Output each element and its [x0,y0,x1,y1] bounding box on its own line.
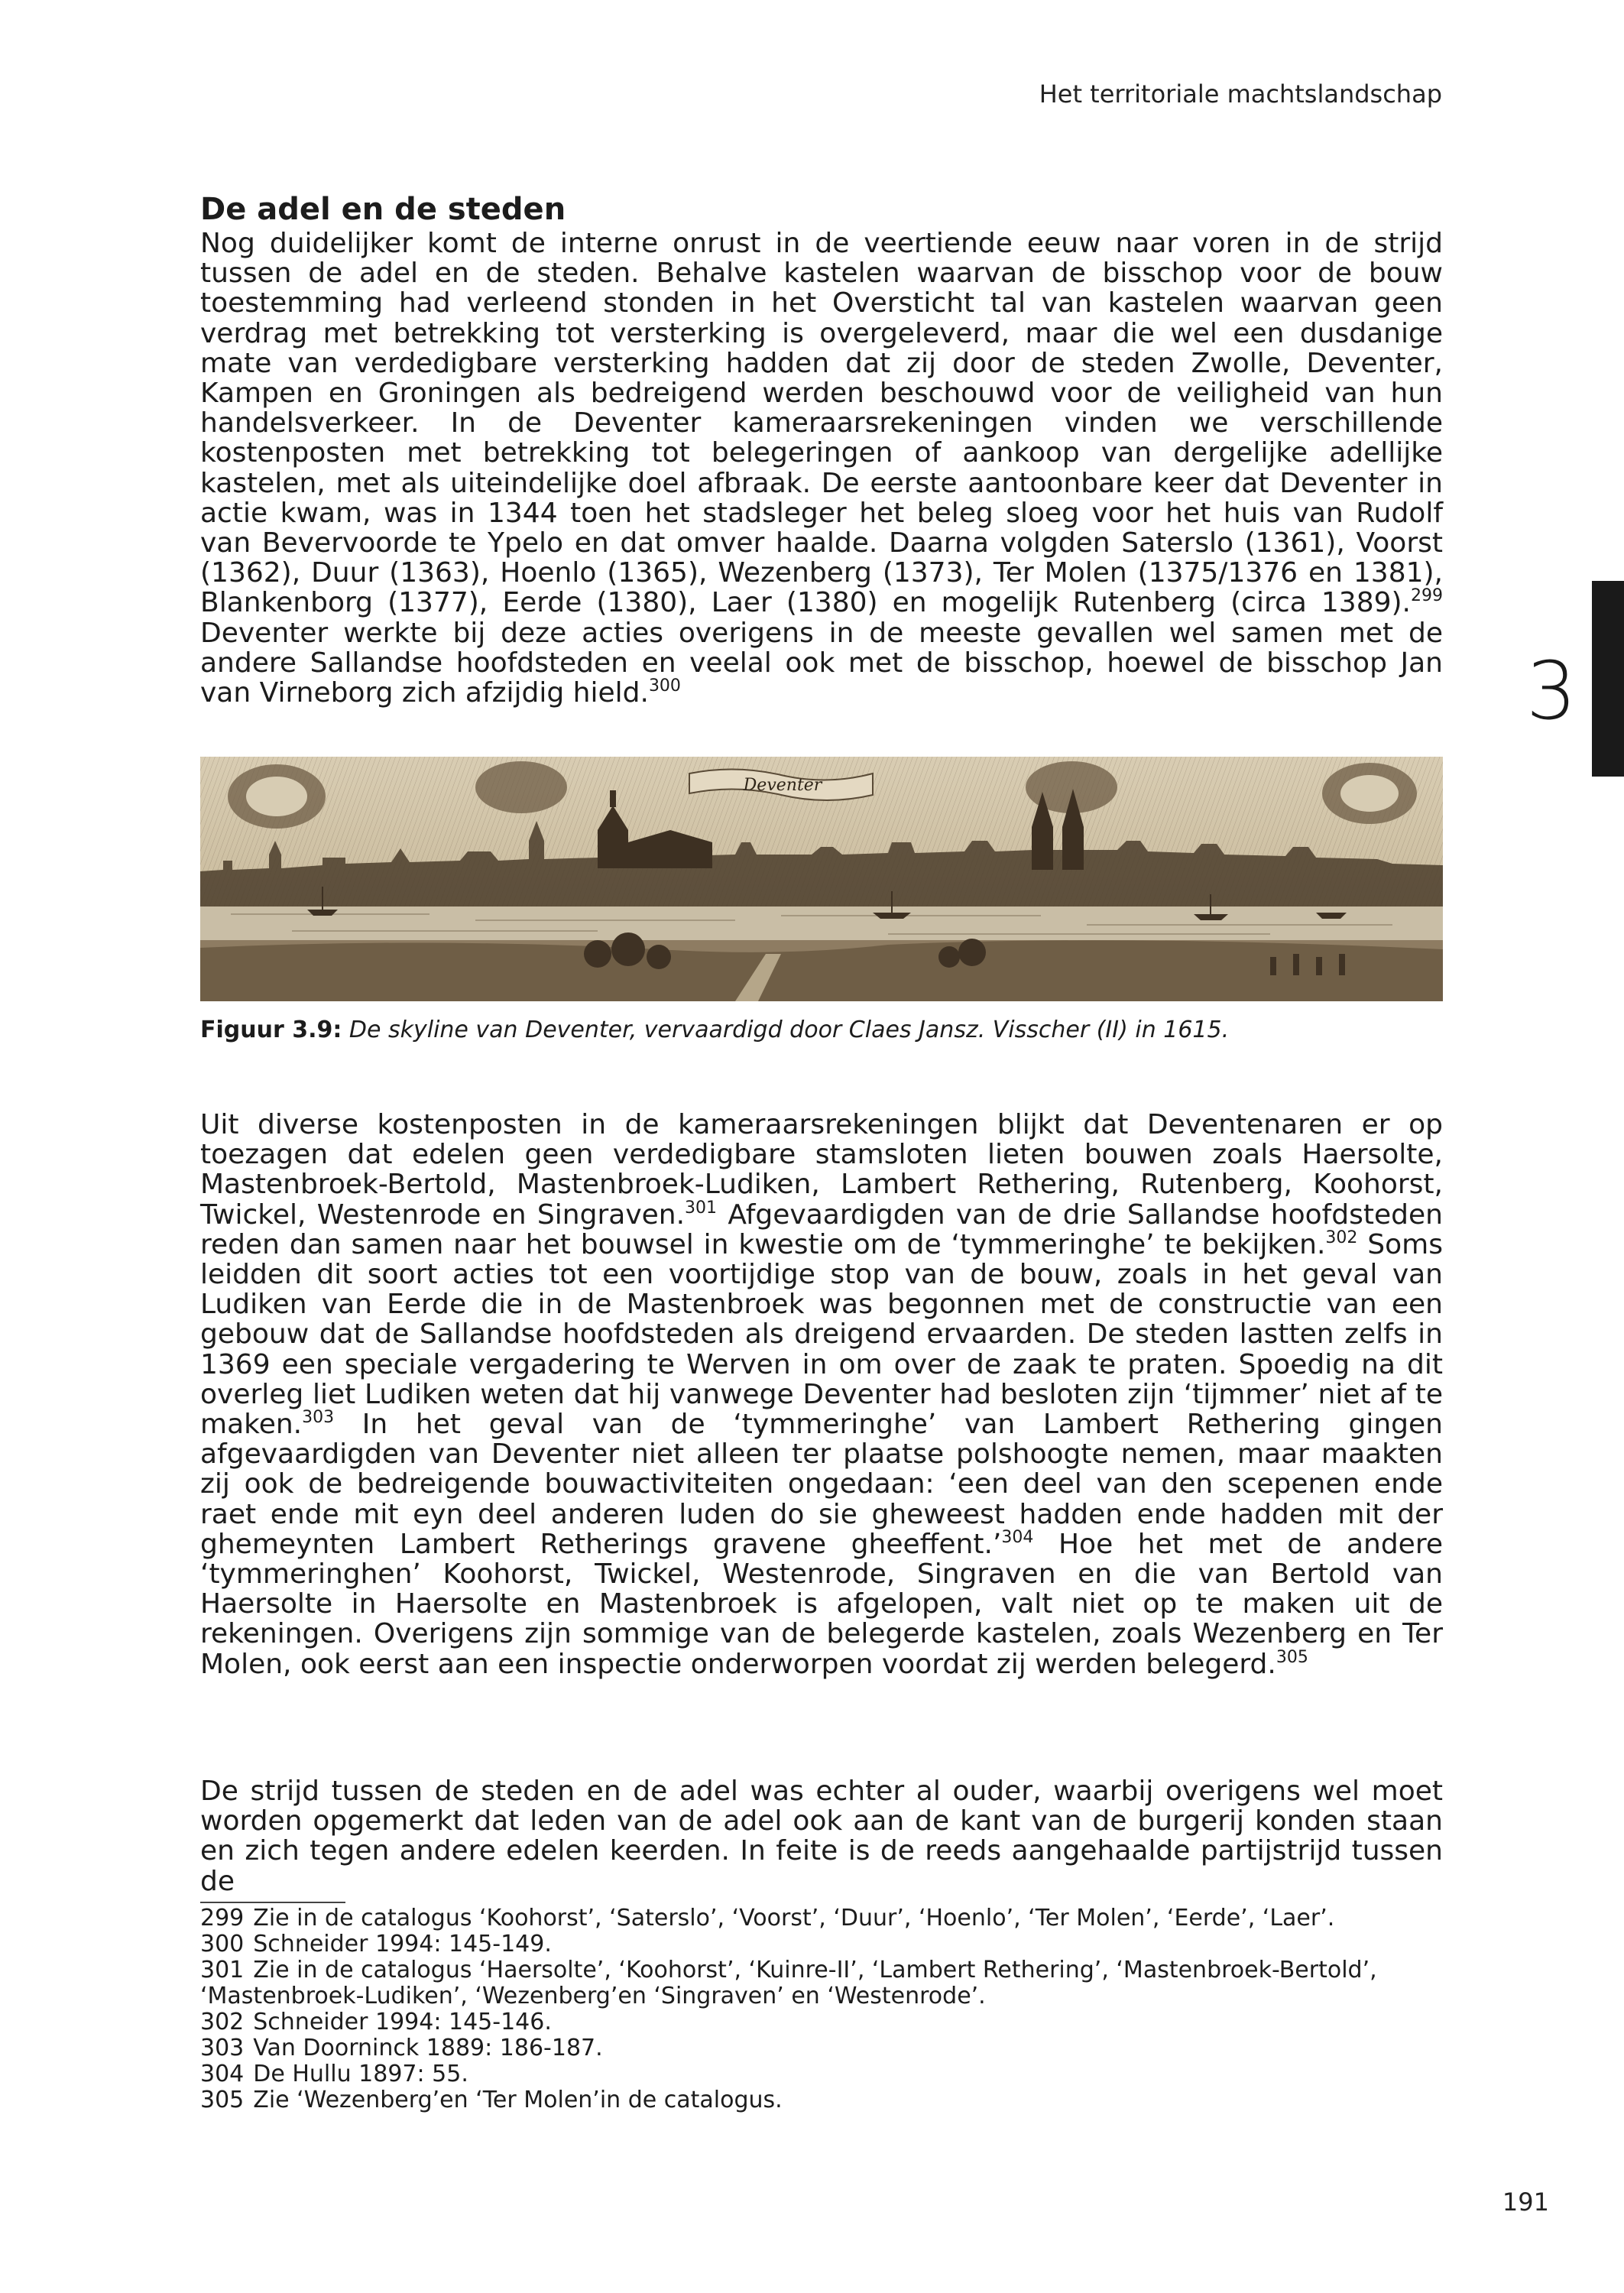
footnote-text: Zie in de catalogus ‘Haersolte’, ‘Koohorst’, ‘Kuinre-II’, ‘Lambert Rethering’, ‘Mastenbroek-Bertold’, ‘Mastenbroek-Ludiken’, ‘Wezenberg’en ‘Singraven’ en ‘Westenrode’. [200,1957,1377,2009]
footnote [200,1905,1443,1931]
footnote-ref: 299 [1411,586,1443,606]
footnote-ref: 305 [1276,1647,1308,1667]
page-number: 191 [1502,2188,1549,2217]
footnote-number: 305 [200,2087,245,2113]
footnote-ref: 303 [302,1408,335,1428]
footnote-number: 303 [200,2035,245,2061]
body-paragraph-1 [200,229,1443,708]
footnote [200,2035,1443,2061]
footnote-text: Zie ‘Wezenberg’en ‘Ter Molen’in de catalogus. [253,2087,783,2113]
paragraph-text: Afgevaardigden van de drie Sallandse hoofdsteden reden dan samen naar het bouwsel in kwestie om de ‘tymmeringhe’ te bekijken. [200,1198,1443,1260]
footnote-number: 304 [200,2061,245,2087]
footnote-ref: 300 [648,676,681,696]
figure-caption [200,1017,1229,1043]
footnote-ref: 304 [1001,1527,1034,1547]
footnote-divider [200,1902,345,1903]
paragraph-text: In het geval van de ‘tymmeringhe’ van Lambert Rethering gingen afgevaardigden van Deventer niet alleen ter plaatse polshoogte nemen, maar maakten zij ook de bedreigende bouwactiviteiten ongedaan: ‘een deel van den scepenen ende raet ende mit eyn deel anderen luden do sie gheweest hadden ende hadden mit der ghemeynten Lambert Retherings gravene gheeffent.’ [200,1409,1443,1560]
footnote-number: 302 [200,2009,245,2035]
footnote [200,2087,1443,2113]
body-paragraph-2 [200,1110,1443,1679]
footnote [200,2009,1443,2035]
footnote [200,2061,1443,2087]
footnote-number: 300 [200,1931,245,1957]
caption-label: Figuur 3.9: [200,1017,342,1043]
footnote-text: De Hullu 1897: 55. [253,2061,468,2087]
footnote-number: 301 [200,1957,245,1983]
footnote-text: Schneider 1994: 145-146. [253,2009,552,2035]
footnote-ref: 302 [1325,1228,1358,1247]
footnote [200,1931,1443,1957]
footnote-text: Schneider 1994: 145-149. [253,1931,552,1957]
footnote-text: Zie in de catalogus ‘Koohorst’, ‘Saterslo’, ‘Voorst’, ‘Duur’, ‘Hoenlo’, ‘Ter Molen’, ‘Eerde’, ‘Laer’. [253,1905,1335,1931]
paragraph-text: De strijd tussen de steden en de adel was echter al ouder, waarbij overigens wel moet worden opgemerkt dat leden van de adel ook aan de kant van de burgerij konden staan en zich tegen andere edelen keerden. In feite is de reeds aangehaalde partijstrijd tussen de [200,1776,1443,1897]
chapter-tab-marker [1592,581,1624,777]
footnote-number: 299 [200,1905,245,1931]
section-title: De adel en de steden [200,192,566,227]
skyline-engraving-image [200,757,1443,1001]
footnote [200,1957,1443,2009]
caption-text: De skyline van Deventer, vervaardigd door Claes Jansz. Visscher (II) in 1615. [342,1017,1230,1043]
paragraph-text: Hoe het met de andere ‘tymmeringhen’ Koohorst, Twickel, Westenrode, Singraven en die van Bertold van Haersolte in Haersolte en Mastenbroek is afgelopen, valt niet op te maken uit de rekeningen. Overigens zijn sommige van de belegerde kastelen, zoals Wezenberg en Ter Molen, ook eerst aan een inspectie onderworpen voordat zij werden belegerd. [200,1528,1443,1680]
figure-deventer-skyline [200,757,1443,1001]
body-paragraph-3 [200,1776,1443,1896]
paragraph-text: Nog duidelijker komt de interne onrust in de veertiende eeuw naar voren in de strijd tussen de adel en de steden. Behalve kastelen waarvan de bisschop voor de bouw toestemming had verleend stonden in het Oversticht tal van kastelen waarvan geen verdrag met betrekking tot versterking is overgeleverd, maar die wel een dusdanige mate van verdedigbare versterking hadden dat zij door de steden Zwolle, Deventer, Kampen en Groningen als bedreigend werden beschouwd voor de veiligheid van hun handelsverkeer. In de Deventer kameraarsrekeningen vinden we verschillende kostenposten met betrekking tot belegeringen of aankoop van dergelijke adellijke kastelen, met als uiteindelijke doel afbraak. De eerste aantoonbare keer dat Deventer in actie kwam, was in 1344 toen het stadsleger het beleg sloeg voor het huis van Rudolf van Bevervoorde te Ypelo en dat omver haalde. Daarna volgden Saterslo (1361), Voorst (1362), Duur (1363), Hoenlo (1365), Wezenberg (1373), Ter Molen (1375/1376 en 1381), Blankenborg (1377), Eerde (1380), Laer (1380) en mogelijk Rutenberg (circa 1389). [200,228,1443,619]
paragraph-text: Deventer werkte bij deze acties overigens in de meeste gevallen wel samen met de andere Sallandse hoofdsteden en veelal ook met de bisschop, hoewel de bisschop Jan van Virneborg zich afzijdig hield. [200,617,1443,709]
footnote-text: Van Doorninck 1889: 186-187. [253,2035,603,2061]
running-header: Het territoriale machtslandschap [1039,79,1442,109]
footnotes-list [200,1905,1443,2113]
paragraph-text: Soms leidden dit soort acties tot een voortijdige stop van de bouw, zoals in het geval van Ludiken van Eerde die in de Mastenbroek was begonnen met de constructie van een gebouw dat de Sallandse hoofdsteden als dreigend ervaarden. De steden lastten zelfs in 1369 een speciale vergadering te Werven in om over de zaak te praten. Spoedig na dit overleg liet Ludiken weten dat hij vanwege Deventer had besloten zijn ‘tijmmer’ niet af te maken. [200,1228,1443,1441]
footnote-ref: 301 [685,1198,718,1218]
paragraph-text: Uit diverse kostenposten in de kameraarsrekeningen blijkt dat Deventenaren er op toezagen dat edelen geen verdedigbare stamsloten lieten bouwen zoals Haersolte, Mastenbroek-Bertold, Mastenbroek-Ludiken, Lambert Rethering, Rutenberg, Koohorst, Twickel, Westenrode en Singraven. [200,1109,1443,1231]
banner-text: Deventer [743,776,822,795]
chapter-number: 3 [1525,644,1577,738]
